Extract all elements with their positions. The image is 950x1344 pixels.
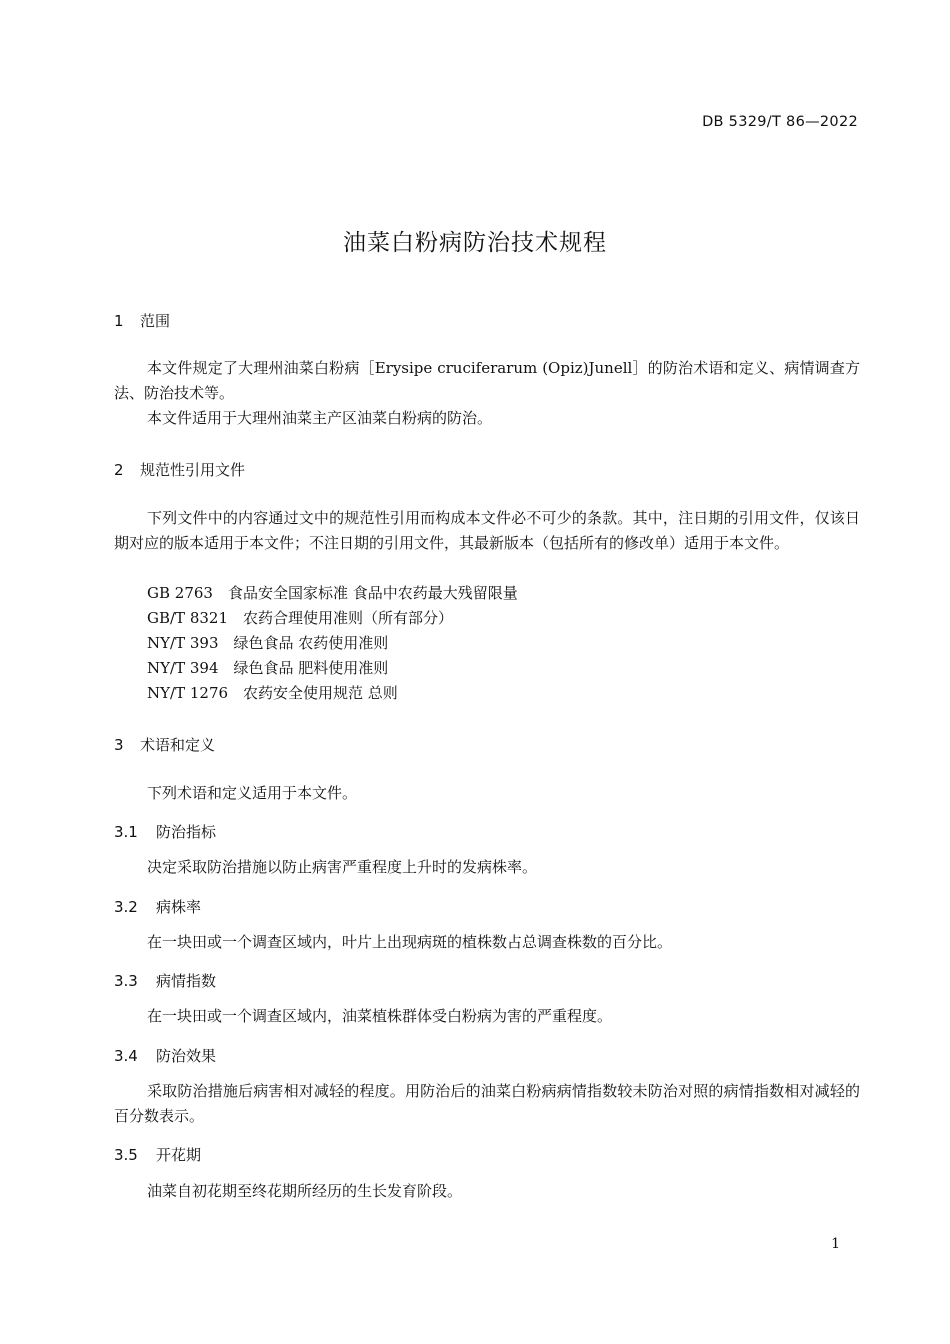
section-title: 范围	[140, 312, 171, 330]
section-title: 术语和定义	[140, 736, 216, 754]
term-name: 防治指标	[156, 823, 217, 841]
term-number: 3.3	[114, 972, 138, 990]
reference-item: GB/T 8321 农药合理使用准则（所有部分）	[147, 609, 454, 627]
section-2-paragraph: 下列文件中的内容通过文中的规范性引用而构成本文件必不可少的条款。其中，注日期的引用文件，仅该日期对应的版本适用于本文件；不注日期的引用文件，其最新版本（包括所有的修改单）适用于本文件。	[114, 509, 860, 552]
term-number: 3.2	[114, 898, 138, 916]
term-definition: 在一块田或一个调查区域内，叶片上出现病斑的植株数占总调查株数的百分比。	[147, 933, 673, 951]
term-heading-3-3	[114, 970, 216, 991]
section-2-heading	[114, 459, 245, 480]
section-title: 规范性引用文件	[140, 461, 246, 479]
term-heading-3-1	[114, 821, 216, 842]
term-name: 病株率	[156, 898, 202, 916]
section-3-heading	[114, 734, 215, 755]
section-number: 1	[114, 312, 124, 330]
term-number: 3.1	[114, 823, 138, 841]
reference-item: NY/T 1276 农药安全使用规范 总则	[147, 684, 398, 702]
term-heading-3-5	[114, 1144, 201, 1165]
term-definition: 油菜自初花期至终花期所经历的生长发育阶段。	[147, 1182, 463, 1200]
section-1-heading	[114, 310, 170, 331]
term-name: 防治效果	[156, 1047, 217, 1065]
reference-item: GB 2763 食品安全国家标准 食品中农药最大残留限量	[147, 584, 518, 602]
section-1-paragraph-2: 本文件适用于大理州油菜主产区油菜白粉病的防治。	[147, 409, 493, 427]
reference-item: NY/T 394 绿色食品 肥料使用准则	[147, 659, 389, 677]
section-3-intro: 下列术语和定义适用于本文件。	[147, 784, 358, 802]
standard-code: DB 5329/T 86—2022	[702, 114, 858, 130]
term-definition: 在一块田或一个调查区域内，油菜植株群体受白粉病为害的严重程度。	[147, 1007, 613, 1025]
page-number: 1	[831, 1236, 840, 1252]
section-number: 2	[114, 461, 124, 479]
term-heading-3-2	[114, 896, 201, 917]
term-heading-3-4	[114, 1045, 216, 1066]
term-name: 开花期	[156, 1146, 202, 1164]
term-definition: 采取防治措施后病害相对减轻的程度。用防治后的油菜白粉病病情指数较未防治对照的病情指数相对减轻的百分数表示。	[114, 1082, 860, 1125]
term-definition: 决定采取防治措施以防止病害严重程度上升时的发病株率。	[147, 858, 538, 876]
section-1-paragraph-1: 本文件规定了大理州油菜白粉病［Erysipe cruciferarum (Opiz)Junell］的防治术语和定义、病情调查方法、防治技术等。	[114, 359, 860, 402]
section-number: 3	[114, 736, 124, 754]
term-number: 3.5	[114, 1146, 138, 1164]
reference-item: NY/T 393 绿色食品 农药使用准则	[147, 634, 389, 652]
term-number: 3.4	[114, 1047, 138, 1065]
document-title: 油菜白粉病防治技术规程	[343, 230, 607, 256]
term-name: 病情指数	[156, 972, 217, 990]
